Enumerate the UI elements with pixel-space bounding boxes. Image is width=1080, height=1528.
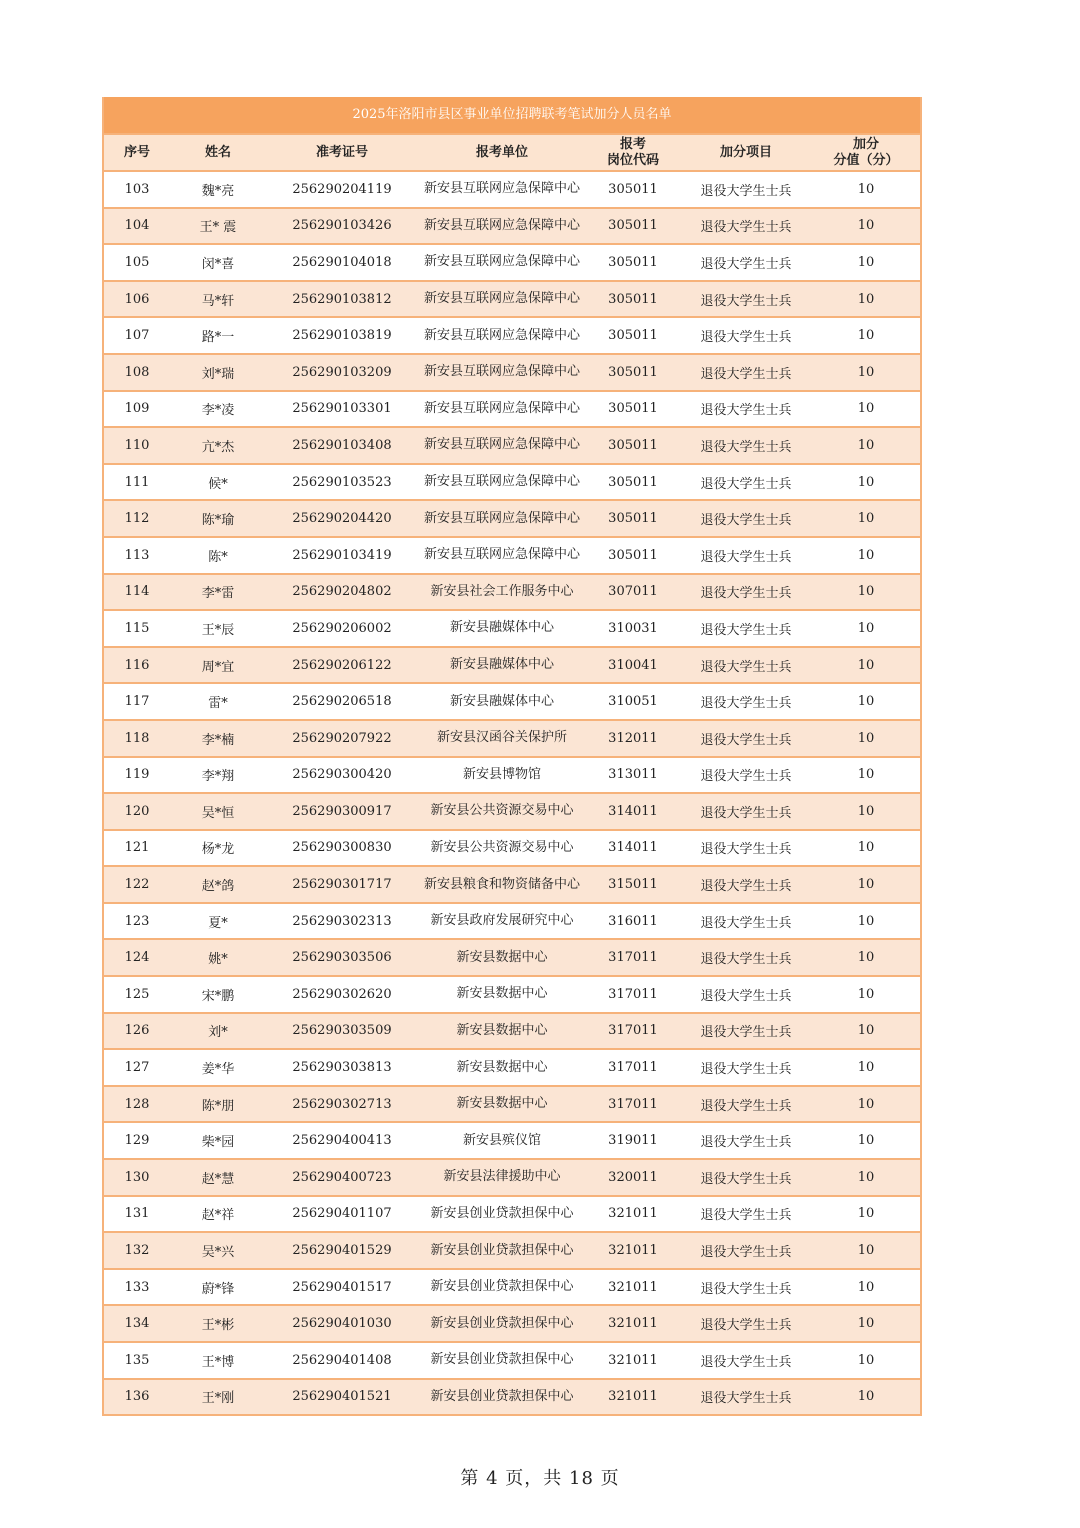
cell-post-code: 317011 bbox=[586, 1013, 680, 1050]
cell-ticket: 256290104018 bbox=[266, 244, 418, 281]
cell-name: 亢*杰 bbox=[170, 427, 266, 464]
cell-unit: 新安县互联网应急保障中心 bbox=[418, 244, 586, 281]
cell-bonus-points: 10 bbox=[812, 500, 920, 537]
cell-index: 128 bbox=[104, 1086, 170, 1123]
cell-unit: 新安县互联网应急保障中心 bbox=[418, 208, 586, 245]
cell-bonus-points: 10 bbox=[812, 244, 920, 281]
cell-bonus-item: 退役大学生士兵 bbox=[680, 464, 812, 501]
cell-index: 132 bbox=[104, 1232, 170, 1269]
cell-name: 陈* bbox=[170, 537, 266, 574]
cell-unit: 新安县创业贷款担保中心 bbox=[418, 1232, 586, 1269]
cell-index: 108 bbox=[104, 354, 170, 391]
cell-bonus-points: 10 bbox=[812, 976, 920, 1013]
data-table bbox=[104, 135, 920, 1416]
cell-name: 马*轩 bbox=[170, 281, 266, 318]
cell-ticket: 256290204802 bbox=[266, 574, 418, 611]
cell-name: 路*一 bbox=[170, 317, 266, 354]
cell-index: 124 bbox=[104, 939, 170, 976]
cell-ticket: 256290400413 bbox=[266, 1122, 418, 1159]
cell-bonus-item: 退役大学生士兵 bbox=[680, 171, 812, 208]
cell-post-code: 310031 bbox=[586, 610, 680, 647]
cell-index: 114 bbox=[104, 574, 170, 611]
cell-bonus-item: 退役大学生士兵 bbox=[680, 1049, 812, 1086]
cell-post-code: 307011 bbox=[586, 574, 680, 611]
cell-unit: 新安县互联网应急保障中心 bbox=[418, 354, 586, 391]
header-row bbox=[104, 135, 920, 171]
cell-unit: 新安县公共资源交易中心 bbox=[418, 793, 586, 830]
table-row bbox=[104, 1196, 920, 1233]
cell-name: 王*刚 bbox=[170, 1379, 266, 1416]
cell-bonus-item: 退役大学生士兵 bbox=[680, 391, 812, 428]
cell-index: 104 bbox=[104, 208, 170, 245]
cell-post-code: 320011 bbox=[586, 1159, 680, 1196]
cell-post-code: 317011 bbox=[586, 976, 680, 1013]
cell-post-code: 305011 bbox=[586, 537, 680, 574]
table-row bbox=[104, 464, 920, 501]
cell-ticket: 256290302620 bbox=[266, 976, 418, 1013]
table-row bbox=[104, 1232, 920, 1269]
cell-name: 王* 震 bbox=[170, 208, 266, 245]
cell-unit: 新安县互联网应急保障中心 bbox=[418, 317, 586, 354]
cell-unit: 新安县互联网应急保障中心 bbox=[418, 281, 586, 318]
cell-bonus-points: 10 bbox=[812, 281, 920, 318]
cell-bonus-points: 10 bbox=[812, 757, 920, 794]
cell-ticket: 256290401521 bbox=[266, 1379, 418, 1416]
cell-bonus-item: 退役大学生士兵 bbox=[680, 244, 812, 281]
cell-ticket: 256290206122 bbox=[266, 647, 418, 684]
cell-ticket: 256290204119 bbox=[266, 171, 418, 208]
cell-post-code: 313011 bbox=[586, 757, 680, 794]
cell-post-code: 321011 bbox=[586, 1269, 680, 1306]
cell-index: 135 bbox=[104, 1342, 170, 1379]
table-row bbox=[104, 244, 920, 281]
cell-bonus-item: 退役大学生士兵 bbox=[680, 427, 812, 464]
cell-unit: 新安县公共资源交易中心 bbox=[418, 830, 586, 867]
cell-post-code: 321011 bbox=[586, 1196, 680, 1233]
cell-index: 110 bbox=[104, 427, 170, 464]
table-row bbox=[104, 866, 920, 903]
cell-bonus-item: 退役大学生士兵 bbox=[680, 1232, 812, 1269]
cell-name: 赵*祥 bbox=[170, 1196, 266, 1233]
cell-name: 周*宜 bbox=[170, 647, 266, 684]
cell-index: 127 bbox=[104, 1049, 170, 1086]
cell-post-code: 315011 bbox=[586, 866, 680, 903]
header-cell-post-code: 报考 岗位代码 bbox=[586, 135, 680, 171]
cell-bonus-item: 退役大学生士兵 bbox=[680, 647, 812, 684]
cell-post-code: 319011 bbox=[586, 1122, 680, 1159]
cell-post-code: 321011 bbox=[586, 1232, 680, 1269]
cell-name: 李*雷 bbox=[170, 574, 266, 611]
cell-unit: 新安县互联网应急保障中心 bbox=[418, 464, 586, 501]
cell-bonus-points: 10 bbox=[812, 793, 920, 830]
cell-ticket: 256290103419 bbox=[266, 537, 418, 574]
header-cell-ticket: 准考证号 bbox=[266, 135, 418, 171]
table-row bbox=[104, 830, 920, 867]
cell-post-code: 317011 bbox=[586, 1049, 680, 1086]
cell-bonus-points: 10 bbox=[812, 1013, 920, 1050]
cell-post-code: 317011 bbox=[586, 1086, 680, 1123]
table-row bbox=[104, 903, 920, 940]
cell-index: 130 bbox=[104, 1159, 170, 1196]
cell-ticket: 256290300917 bbox=[266, 793, 418, 830]
table-title: 2025年洛阳市县区事业单位招聘联考笔试加分人员名单 bbox=[104, 97, 920, 135]
cell-name: 夏* bbox=[170, 903, 266, 940]
cell-bonus-points: 10 bbox=[812, 866, 920, 903]
cell-index: 115 bbox=[104, 610, 170, 647]
cell-name: 陈*朋 bbox=[170, 1086, 266, 1123]
cell-unit: 新安县创业贷款担保中心 bbox=[418, 1342, 586, 1379]
table-row bbox=[104, 391, 920, 428]
table-row bbox=[104, 793, 920, 830]
cell-post-code: 305011 bbox=[586, 281, 680, 318]
cell-unit: 新安县融媒体中心 bbox=[418, 683, 586, 720]
cell-ticket: 256290401030 bbox=[266, 1305, 418, 1342]
cell-bonus-item: 退役大学生士兵 bbox=[680, 1086, 812, 1123]
table-row bbox=[104, 1086, 920, 1123]
cell-index: 133 bbox=[104, 1269, 170, 1306]
table-row bbox=[104, 939, 920, 976]
cell-bonus-item: 退役大学生士兵 bbox=[680, 537, 812, 574]
cell-ticket: 256290401529 bbox=[266, 1232, 418, 1269]
cell-ticket: 256290300830 bbox=[266, 830, 418, 867]
cell-bonus-points: 10 bbox=[812, 1196, 920, 1233]
cell-bonus-points: 10 bbox=[812, 830, 920, 867]
cell-name: 魏*亮 bbox=[170, 171, 266, 208]
cell-index: 107 bbox=[104, 317, 170, 354]
cell-post-code: 321011 bbox=[586, 1342, 680, 1379]
cell-bonus-item: 退役大学生士兵 bbox=[680, 757, 812, 794]
cell-ticket: 256290303813 bbox=[266, 1049, 418, 1086]
cell-bonus-points: 10 bbox=[812, 171, 920, 208]
table-body bbox=[104, 171, 920, 1415]
cell-index: 134 bbox=[104, 1305, 170, 1342]
cell-unit: 新安县创业贷款担保中心 bbox=[418, 1269, 586, 1306]
cell-unit: 新安县互联网应急保障中心 bbox=[418, 427, 586, 464]
header-cell-name: 姓名 bbox=[170, 135, 266, 171]
cell-index: 125 bbox=[104, 976, 170, 1013]
cell-name: 雷* bbox=[170, 683, 266, 720]
cell-name: 吴*兴 bbox=[170, 1232, 266, 1269]
cell-bonus-points: 10 bbox=[812, 720, 920, 757]
header-cell-bonus-item: 加分项目 bbox=[680, 135, 812, 171]
cell-bonus-points: 10 bbox=[812, 939, 920, 976]
cell-bonus-item: 退役大学生士兵 bbox=[680, 208, 812, 245]
cell-bonus-item: 退役大学生士兵 bbox=[680, 793, 812, 830]
cell-bonus-points: 10 bbox=[812, 1232, 920, 1269]
cell-post-code: 310041 bbox=[586, 647, 680, 684]
cell-ticket: 256290103819 bbox=[266, 317, 418, 354]
cell-ticket: 256290401408 bbox=[266, 1342, 418, 1379]
cell-post-code: 305011 bbox=[586, 391, 680, 428]
cell-index: 120 bbox=[104, 793, 170, 830]
cell-post-code: 321011 bbox=[586, 1379, 680, 1416]
cell-unit: 新安县融媒体中心 bbox=[418, 610, 586, 647]
cell-ticket: 256290206518 bbox=[266, 683, 418, 720]
cell-ticket: 256290400723 bbox=[266, 1159, 418, 1196]
cell-bonus-points: 10 bbox=[812, 354, 920, 391]
cell-unit: 新安县互联网应急保障中心 bbox=[418, 537, 586, 574]
table-row bbox=[104, 171, 920, 208]
cell-bonus-points: 10 bbox=[812, 1159, 920, 1196]
cell-ticket: 256290206002 bbox=[266, 610, 418, 647]
cell-post-code: 305011 bbox=[586, 354, 680, 391]
cell-bonus-item: 退役大学生士兵 bbox=[680, 1159, 812, 1196]
cell-bonus-points: 10 bbox=[812, 1269, 920, 1306]
cell-index: 126 bbox=[104, 1013, 170, 1050]
cell-bonus-points: 10 bbox=[812, 683, 920, 720]
table-row bbox=[104, 208, 920, 245]
cell-name: 李*楠 bbox=[170, 720, 266, 757]
table-row bbox=[104, 683, 920, 720]
table-row bbox=[104, 610, 920, 647]
table-row bbox=[104, 427, 920, 464]
table-row bbox=[104, 1122, 920, 1159]
cell-name: 姜*华 bbox=[170, 1049, 266, 1086]
cell-ticket: 256290303509 bbox=[266, 1013, 418, 1050]
cell-post-code: 305011 bbox=[586, 464, 680, 501]
cell-name: 候* bbox=[170, 464, 266, 501]
cell-bonus-points: 10 bbox=[812, 427, 920, 464]
cell-bonus-item: 退役大学生士兵 bbox=[680, 1379, 812, 1416]
cell-bonus-item: 退役大学生士兵 bbox=[680, 317, 812, 354]
roster-table bbox=[102, 97, 922, 1416]
cell-bonus-item: 退役大学生士兵 bbox=[680, 610, 812, 647]
cell-index: 113 bbox=[104, 537, 170, 574]
cell-unit: 新安县汉函谷关保护所 bbox=[418, 720, 586, 757]
header-cell-index: 序号 bbox=[104, 135, 170, 171]
cell-name: 吴*恒 bbox=[170, 793, 266, 830]
cell-unit: 新安县政府发展研究中心 bbox=[418, 903, 586, 940]
cell-bonus-points: 10 bbox=[812, 1342, 920, 1379]
cell-unit: 新安县殡仪馆 bbox=[418, 1122, 586, 1159]
cell-ticket: 256290401517 bbox=[266, 1269, 418, 1306]
cell-bonus-points: 10 bbox=[812, 1379, 920, 1416]
cell-index: 116 bbox=[104, 647, 170, 684]
cell-bonus-points: 10 bbox=[812, 391, 920, 428]
table-row bbox=[104, 317, 920, 354]
cell-name: 王*彬 bbox=[170, 1305, 266, 1342]
cell-ticket: 256290204420 bbox=[266, 500, 418, 537]
cell-unit: 新安县博物馆 bbox=[418, 757, 586, 794]
cell-name: 闵*喜 bbox=[170, 244, 266, 281]
cell-index: 105 bbox=[104, 244, 170, 281]
cell-post-code: 314011 bbox=[586, 830, 680, 867]
cell-unit: 新安县创业贷款担保中心 bbox=[418, 1379, 586, 1416]
cell-post-code: 305011 bbox=[586, 208, 680, 245]
cell-ticket: 256290103812 bbox=[266, 281, 418, 318]
header-cell-unit: 报考单位 bbox=[418, 135, 586, 171]
cell-ticket: 256290103523 bbox=[266, 464, 418, 501]
table-row bbox=[104, 1049, 920, 1086]
cell-ticket: 256290300420 bbox=[266, 757, 418, 794]
cell-ticket: 256290301717 bbox=[266, 866, 418, 903]
cell-bonus-item: 退役大学生士兵 bbox=[680, 354, 812, 391]
cell-bonus-item: 退役大学生士兵 bbox=[680, 866, 812, 903]
cell-ticket: 256290103426 bbox=[266, 208, 418, 245]
table-row bbox=[104, 720, 920, 757]
cell-bonus-item: 退役大学生士兵 bbox=[680, 1269, 812, 1306]
cell-post-code: 316011 bbox=[586, 903, 680, 940]
cell-bonus-item: 退役大学生士兵 bbox=[680, 720, 812, 757]
cell-bonus-points: 10 bbox=[812, 647, 920, 684]
cell-bonus-points: 10 bbox=[812, 464, 920, 501]
cell-ticket: 256290302313 bbox=[266, 903, 418, 940]
cell-post-code: 305011 bbox=[586, 427, 680, 464]
cell-post-code: 305011 bbox=[586, 171, 680, 208]
cell-bonus-item: 退役大学生士兵 bbox=[680, 1122, 812, 1159]
cell-bonus-points: 10 bbox=[812, 903, 920, 940]
cell-bonus-points: 10 bbox=[812, 610, 920, 647]
cell-bonus-item: 退役大学生士兵 bbox=[680, 500, 812, 537]
cell-index: 123 bbox=[104, 903, 170, 940]
cell-bonus-points: 10 bbox=[812, 317, 920, 354]
cell-post-code: 317011 bbox=[586, 939, 680, 976]
table-row bbox=[104, 1159, 920, 1196]
table-row bbox=[104, 1305, 920, 1342]
cell-bonus-item: 退役大学生士兵 bbox=[680, 1342, 812, 1379]
cell-ticket: 256290303506 bbox=[266, 939, 418, 976]
cell-bonus-points: 10 bbox=[812, 574, 920, 611]
cell-bonus-item: 退役大学生士兵 bbox=[680, 1196, 812, 1233]
table-row bbox=[104, 281, 920, 318]
cell-index: 109 bbox=[104, 391, 170, 428]
cell-name: 王*辰 bbox=[170, 610, 266, 647]
cell-bonus-item: 退役大学生士兵 bbox=[680, 939, 812, 976]
cell-unit: 新安县融媒体中心 bbox=[418, 647, 586, 684]
cell-bonus-points: 10 bbox=[812, 1305, 920, 1342]
cell-unit: 新安县数据中心 bbox=[418, 1049, 586, 1086]
cell-ticket: 256290103301 bbox=[266, 391, 418, 428]
page-footer: 第 4 页，共 18 页 bbox=[460, 1468, 620, 1489]
table-row bbox=[104, 1342, 920, 1379]
cell-index: 117 bbox=[104, 683, 170, 720]
cell-bonus-points: 10 bbox=[812, 208, 920, 245]
cell-bonus-item: 退役大学生士兵 bbox=[680, 903, 812, 940]
cell-name: 李*凌 bbox=[170, 391, 266, 428]
cell-unit: 新安县数据中心 bbox=[418, 1086, 586, 1123]
cell-name: 刘*瑞 bbox=[170, 354, 266, 391]
cell-ticket: 256290103408 bbox=[266, 427, 418, 464]
cell-name: 杨*龙 bbox=[170, 830, 266, 867]
cell-bonus-item: 退役大学生士兵 bbox=[680, 976, 812, 1013]
cell-post-code: 321011 bbox=[586, 1305, 680, 1342]
cell-unit: 新安县互联网应急保障中心 bbox=[418, 171, 586, 208]
cell-post-code: 305011 bbox=[586, 500, 680, 537]
table-row bbox=[104, 647, 920, 684]
cell-index: 112 bbox=[104, 500, 170, 537]
cell-unit: 新安县创业贷款担保中心 bbox=[418, 1196, 586, 1233]
cell-bonus-item: 退役大学生士兵 bbox=[680, 830, 812, 867]
cell-name: 王*博 bbox=[170, 1342, 266, 1379]
cell-name: 刘* bbox=[170, 1013, 266, 1050]
cell-index: 106 bbox=[104, 281, 170, 318]
table-row bbox=[104, 500, 920, 537]
cell-name: 赵*慧 bbox=[170, 1159, 266, 1196]
cell-unit: 新安县粮食和物资储备中心 bbox=[418, 866, 586, 903]
table-row bbox=[104, 1013, 920, 1050]
cell-ticket: 256290207922 bbox=[266, 720, 418, 757]
cell-bonus-item: 退役大学生士兵 bbox=[680, 574, 812, 611]
cell-post-code: 310051 bbox=[586, 683, 680, 720]
cell-name: 柴*园 bbox=[170, 1122, 266, 1159]
cell-unit: 新安县社会工作服务中心 bbox=[418, 574, 586, 611]
table-row bbox=[104, 976, 920, 1013]
cell-unit: 新安县数据中心 bbox=[418, 976, 586, 1013]
cell-post-code: 314011 bbox=[586, 793, 680, 830]
cell-bonus-points: 10 bbox=[812, 1122, 920, 1159]
cell-unit: 新安县互联网应急保障中心 bbox=[418, 391, 586, 428]
cell-unit: 新安县互联网应急保障中心 bbox=[418, 500, 586, 537]
table-row bbox=[104, 574, 920, 611]
cell-name: 李*翔 bbox=[170, 757, 266, 794]
cell-index: 122 bbox=[104, 866, 170, 903]
cell-unit: 新安县数据中心 bbox=[418, 1013, 586, 1050]
cell-index: 129 bbox=[104, 1122, 170, 1159]
cell-name: 蔚*锋 bbox=[170, 1269, 266, 1306]
cell-bonus-item: 退役大学生士兵 bbox=[680, 683, 812, 720]
cell-unit: 新安县法律援助中心 bbox=[418, 1159, 586, 1196]
cell-bonus-item: 退役大学生士兵 bbox=[680, 281, 812, 318]
cell-bonus-points: 10 bbox=[812, 1086, 920, 1123]
cell-name: 姚* bbox=[170, 939, 266, 976]
cell-index: 121 bbox=[104, 830, 170, 867]
cell-index: 131 bbox=[104, 1196, 170, 1233]
cell-index: 118 bbox=[104, 720, 170, 757]
cell-name: 宋*鹏 bbox=[170, 976, 266, 1013]
cell-bonus-item: 退役大学生士兵 bbox=[680, 1013, 812, 1050]
cell-post-code: 305011 bbox=[586, 244, 680, 281]
cell-index: 119 bbox=[104, 757, 170, 794]
table-row bbox=[104, 757, 920, 794]
cell-post-code: 305011 bbox=[586, 317, 680, 354]
cell-unit: 新安县数据中心 bbox=[418, 939, 586, 976]
cell-ticket: 256290401107 bbox=[266, 1196, 418, 1233]
cell-bonus-points: 10 bbox=[812, 1049, 920, 1086]
cell-bonus-points: 10 bbox=[812, 537, 920, 574]
cell-index: 103 bbox=[104, 171, 170, 208]
cell-unit: 新安县创业贷款担保中心 bbox=[418, 1305, 586, 1342]
table-row bbox=[104, 537, 920, 574]
cell-post-code: 312011 bbox=[586, 720, 680, 757]
cell-ticket: 256290103209 bbox=[266, 354, 418, 391]
cell-ticket: 256290302713 bbox=[266, 1086, 418, 1123]
cell-index: 136 bbox=[104, 1379, 170, 1416]
cell-name: 赵*鸽 bbox=[170, 866, 266, 903]
header-cell-bonus-points: 加分 分值（分） bbox=[812, 135, 920, 171]
cell-index: 111 bbox=[104, 464, 170, 501]
table-row bbox=[104, 354, 920, 391]
table-row bbox=[104, 1269, 920, 1306]
table-row bbox=[104, 1379, 920, 1416]
cell-name: 陈*瑜 bbox=[170, 500, 266, 537]
cell-bonus-item: 退役大学生士兵 bbox=[680, 1305, 812, 1342]
